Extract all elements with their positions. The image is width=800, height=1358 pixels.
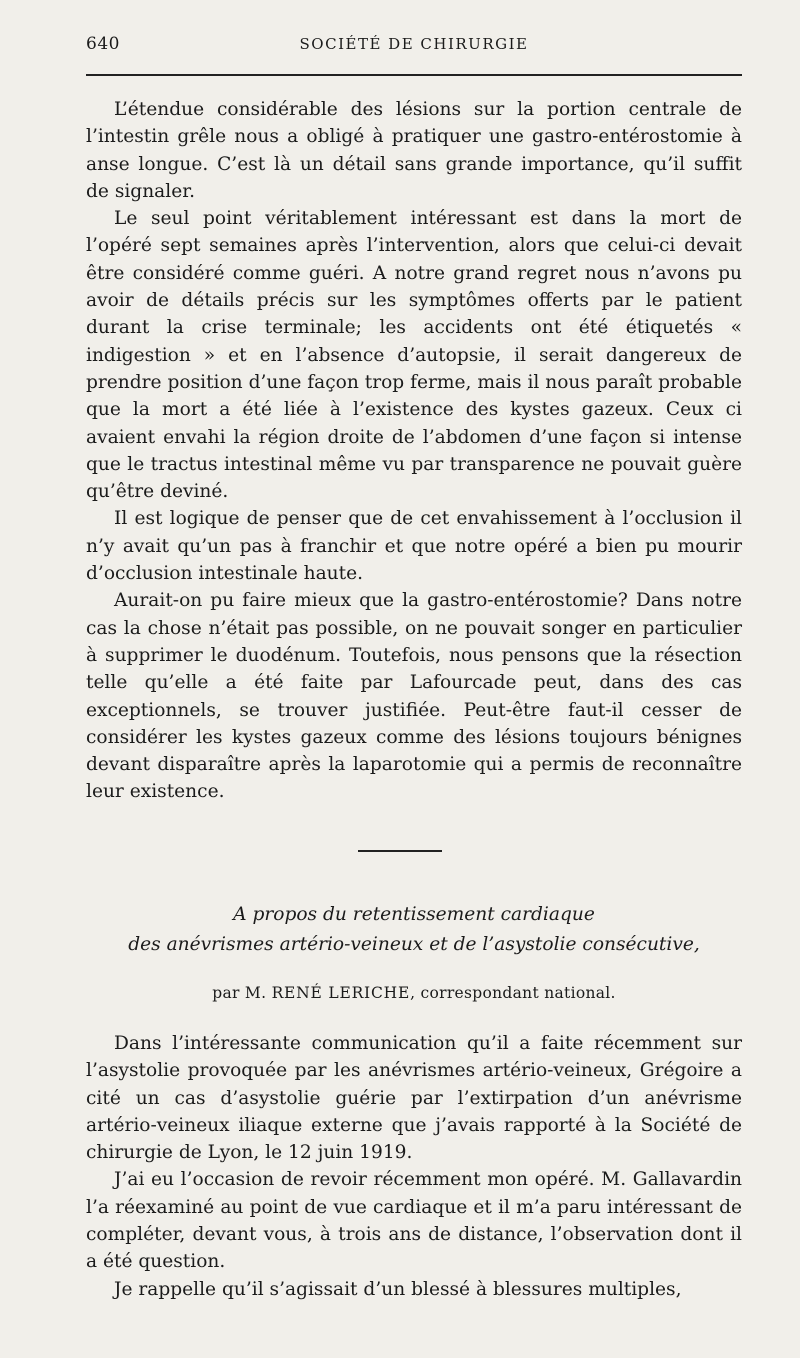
byline-prefix: par M.: [212, 984, 267, 1002]
article-title: [86, 900, 742, 960]
section-divider: [358, 850, 442, 852]
paragraph: L’étendue considérable des lésions sur la portion centrale de l’intestin grêle nous a obligé à pratiquer une gastro-entérostomie à anse longue. C’est là un détail sans grande importance, qu’il suffit de signaler.: [86, 99, 742, 202]
page-header: [86, 34, 742, 62]
byline-suffix: , correspondant national.: [410, 984, 616, 1002]
article-title-line: A propos du retentissement cardiaque: [233, 904, 595, 925]
running-title: SOCIÉTÉ DE CHIRURGIE: [299, 35, 529, 53]
page-number: 640: [86, 34, 120, 54]
paragraph: Dans l’intéressante communication qu’il a faite récemment sur l’asystolie provoquée par les anévrismes artério-veineux, Grégoire a cité un cas d’asystolie guérie par l’extirpation d’un anévrisme artério-veineux iliaque externe que j’avais rapporté à la Société de chirurgie de Lyon, le 12 juin 1919.: [86, 1033, 742, 1164]
previous-article-conclusion: [86, 96, 742, 806]
paragraph: Je rappelle qu’il s’agissait d’un blessé à blessures multiples,: [114, 1278, 682, 1300]
article-title-line: des anévrismes artério-veineux et de l’asystolie consécutive,: [128, 934, 700, 955]
header-rule: [86, 74, 742, 76]
article-byline: [86, 984, 742, 1002]
paragraph: J’ai eu l’occasion de revoir récemment mon opéré. M. Gallavardin l’a réexaminé au point de vue cardiaque et il m’a paru intéressant de compléter, devant vous, à trois ans de distance, l’observation dont il a été question.: [86, 1169, 742, 1273]
paragraph: Aurait-on pu faire mieux que la gastro-entérostomie? Dans notre cas la chose n’était pas possible, on ne pouvait songer en particulier à supprimer le duodénum. Toutefois, nous pensons que la résection telle qu’elle a été faite par Lafourcade peut, dans des cas exceptionnels, se trouver justifiée. Peut-être faut-il cesser de considérer les kystes gazeux comme des lésions toujours bénignes devant disparaître après la laparotomie qui a permis de reconnaître leur existence.: [86, 590, 742, 803]
paragraph: Il est logique de penser que de cet envahissement à l’occlusion il n’y avait qu’un pas à franchir et que notre opéré a bien pu mourir d’occlusion intestinale haute.: [86, 508, 742, 585]
article-body: [86, 1030, 742, 1303]
paragraph: Le seul point véritablement intéressant est dans la mort de l’opéré sept semaines après l’intervention, alors que celui-ci devait être considéré comme guéri. A notre grand regret nous n’avons pu avoir de détails précis sur les symptômes offerts par le patient durant la crise terminale; les accidents ont été étiquetés « indigestion » et en l’absence d’autopsie, il serait dangereux de prendre position d’une façon trop ferme, mais il nous paraît probable que la mort a été liée à l’existence des kystes gazeux. Ceux ci avaient envahi la région droite de l’abdomen d’une façon si intense que le tractus intestinal même vu par transparence ne pouvait guère qu’être deviné.: [86, 208, 742, 503]
author-name: RENÉ LERICHE: [271, 984, 411, 1002]
